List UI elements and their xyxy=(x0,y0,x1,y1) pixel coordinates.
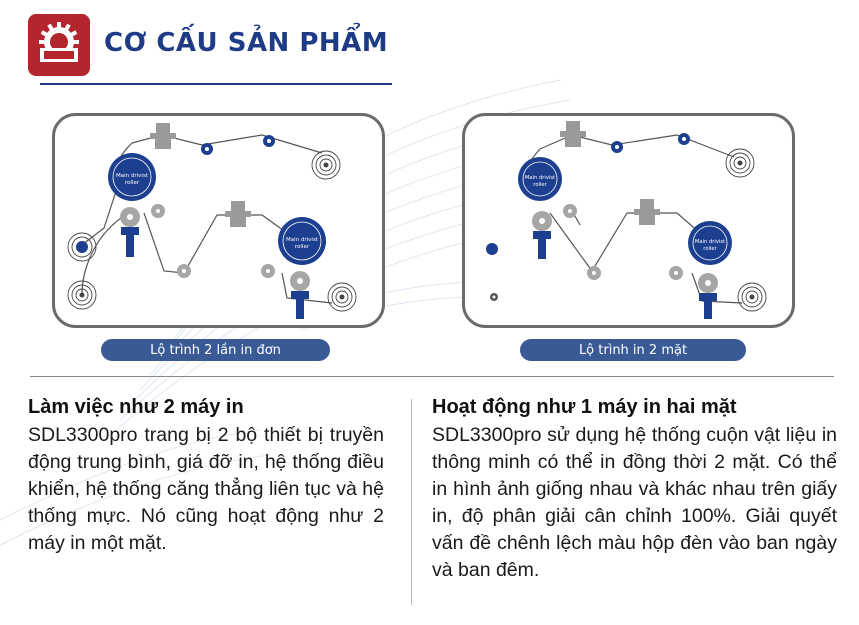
roller-label: Main drivist xyxy=(694,239,726,245)
header-underline xyxy=(40,83,392,85)
roller-label: Main drivist xyxy=(116,173,148,179)
diagram-frame xyxy=(54,115,384,327)
main-drive-roller-1 xyxy=(108,153,156,201)
caption-two-single-pass: Lộ trình 2 lần in đơn xyxy=(101,339,330,361)
left-text-column xyxy=(28,396,384,557)
diagram-two-single-pass xyxy=(52,113,385,328)
right-text-column xyxy=(432,396,837,584)
roller-label: roller xyxy=(533,182,547,188)
roller-label: roller xyxy=(703,246,717,252)
left-heading: Làm việc như 2 máy in xyxy=(28,396,244,418)
gear-badge-icon xyxy=(28,14,90,76)
roller-label: roller xyxy=(294,244,310,250)
horizontal-divider xyxy=(30,376,834,377)
caption-double-sided: Lộ trình in 2 mặt xyxy=(520,339,746,361)
main-drive-roller-1 xyxy=(518,157,562,201)
vertical-divider xyxy=(411,399,412,605)
roller-label: Main drivist xyxy=(286,237,318,243)
main-drive-roller-2 xyxy=(278,217,326,265)
diagram-double-sided xyxy=(462,113,795,328)
right-body: SDL3300pro sử dụng hệ thống cuộn vật liệu in thông minh có thể in đồng thời 2 mặt. Có thể in hình ảnh giống nhau và khác nhau trên giấy in, độ phân giải cân chỉnh 100%. Giải quyết vấn đề chênh lệch màu hộp đèn vào ban ngày và ban đêm. xyxy=(432,424,837,581)
diagram-frame xyxy=(464,115,794,327)
roller-label: roller xyxy=(124,180,140,186)
roller-label: Main drivist xyxy=(524,175,556,181)
right-heading: Hoạt động như 1 máy in hai mặt xyxy=(432,396,737,418)
page-title: CƠ CẤU SẢN PHẨM xyxy=(104,28,389,58)
main-drive-roller-2 xyxy=(688,221,732,265)
left-body: SDL3300pro trang bị 2 bộ thiết bị truyền động trung bình, giá đỡ in, hệ thống điều khiển, hệ thống căng thẳng liên tục và hệ thống mực. Nó cũng hoạt động như 2 máy in một mặt. xyxy=(28,424,384,554)
section-header xyxy=(24,10,404,80)
